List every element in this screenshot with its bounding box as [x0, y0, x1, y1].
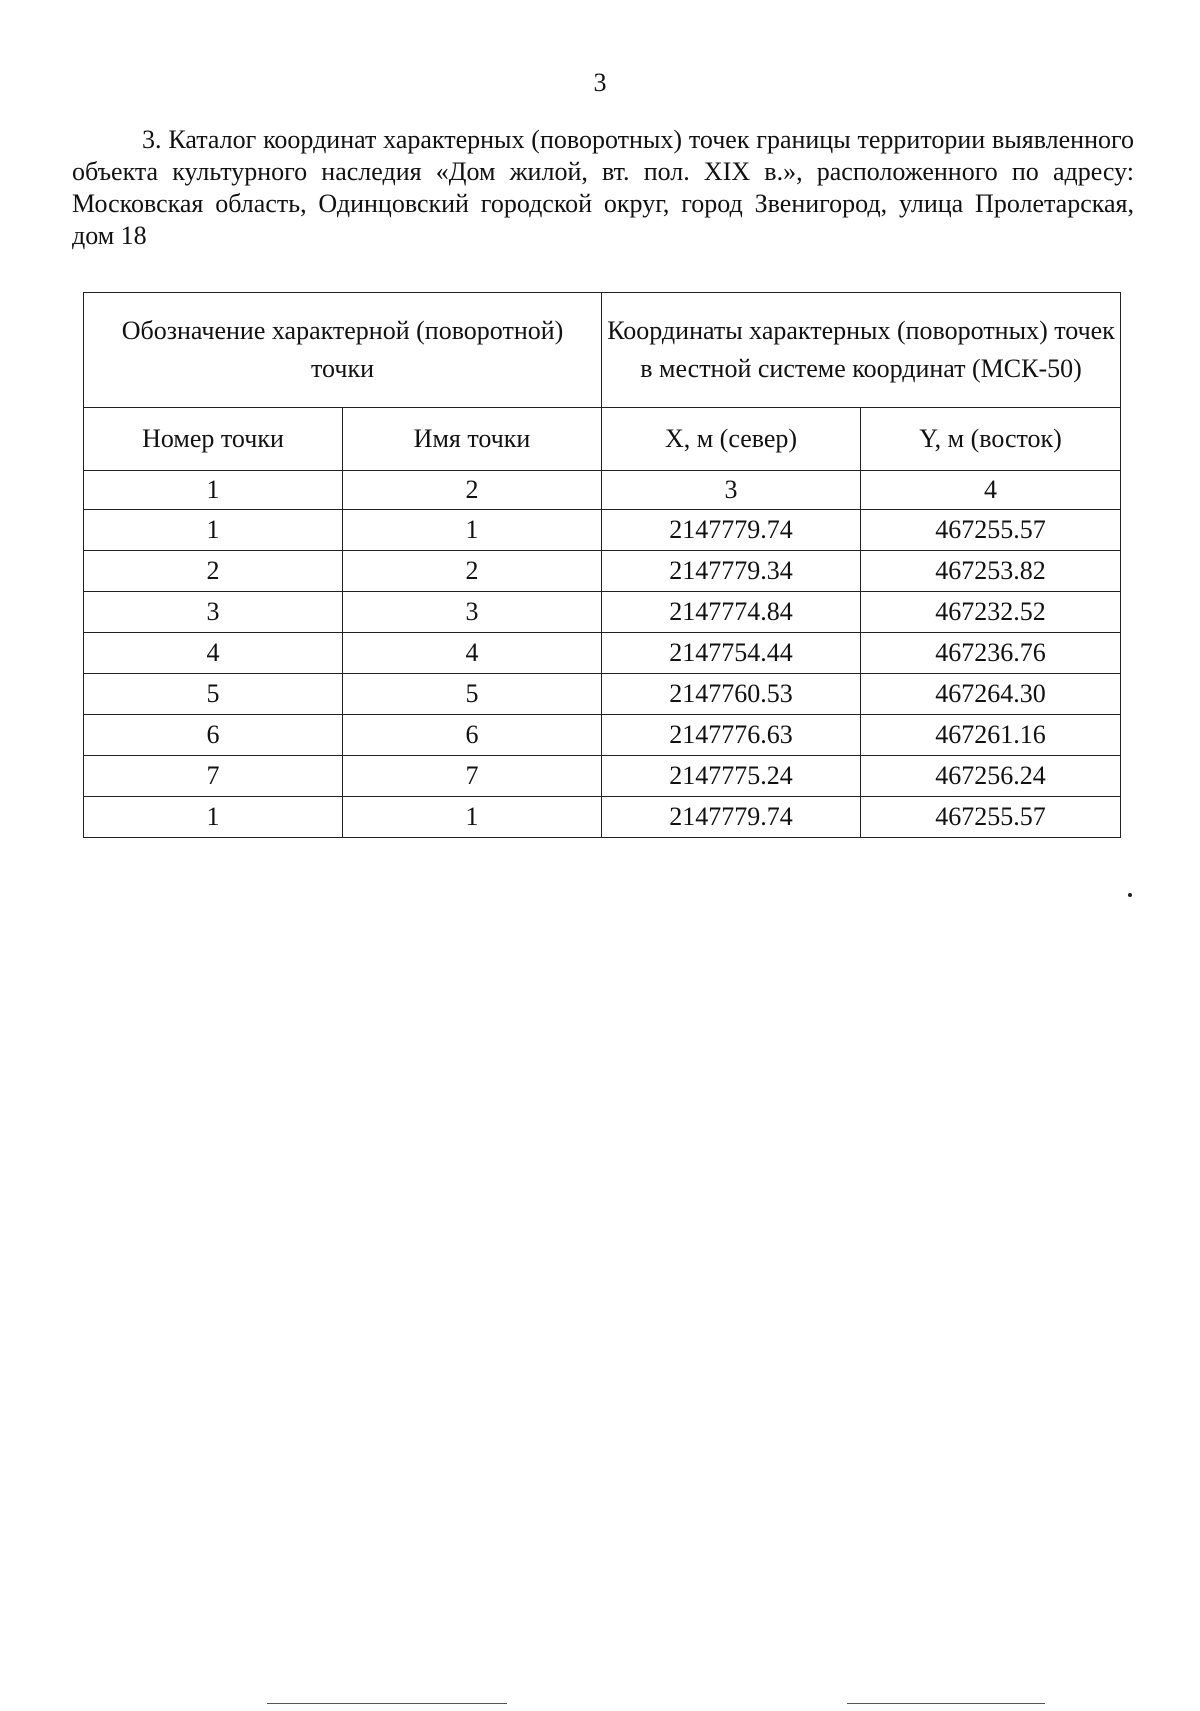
- page-number: 3: [593, 68, 607, 97]
- table-row: [84, 756, 1121, 797]
- point-number-cell: 6: [84, 715, 343, 756]
- y-coordinate-cell: 467236.76: [861, 633, 1121, 674]
- point-name-cell: 6: [343, 715, 602, 756]
- table-row: [84, 797, 1121, 838]
- table-sub-header-row: [84, 408, 1121, 471]
- stray-dot-mark: [1128, 893, 1132, 897]
- y-coordinate-cell: 467232.52: [861, 592, 1121, 633]
- point-name-cell: 2: [343, 551, 602, 592]
- y-coordinate-cell: 467264.30: [861, 674, 1121, 715]
- point-number-cell: 7: [84, 756, 343, 797]
- y-coordinate-cell: 467256.24: [861, 756, 1121, 797]
- point-number-cell: 1: [84, 510, 343, 551]
- coordinates-table: [83, 292, 1121, 838]
- y-coordinate-cell: 467255.57: [861, 797, 1121, 838]
- x-coordinate-cell: 2147754.44: [602, 633, 861, 674]
- designation-group-header: Обозначение характерной (поворотной) точки: [84, 293, 602, 408]
- table-row: [84, 592, 1121, 633]
- column-number-row: [84, 471, 1121, 510]
- column-number: 2: [343, 471, 602, 510]
- point-name-header: Имя точки: [343, 408, 602, 471]
- point-name-cell: 7: [343, 756, 602, 797]
- table-row: [84, 551, 1121, 592]
- table-group-header-row: [84, 293, 1121, 408]
- x-coordinate-cell: 2147779.74: [602, 797, 861, 838]
- point-name-cell: 5: [343, 674, 602, 715]
- catalog-intro-paragraph: 3. Каталог координат характерных (поворотных) точек границы территории выявленного объекта культурного наследия «Дом жилой, вт. пол. XIX в.», расположенного по адресу: Московская область, Одинцовский городской округ, город Звенигород, улица Пролетарская, дом 18: [72, 125, 1134, 250]
- point-number-cell: 2: [84, 551, 343, 592]
- signature-line-right: [847, 1703, 1045, 1704]
- column-number: 1: [84, 471, 343, 510]
- table-row: [84, 715, 1121, 756]
- point-number-header: Номер точки: [84, 408, 343, 471]
- x-coordinate-cell: 2147779.74: [602, 510, 861, 551]
- table-row: [84, 633, 1121, 674]
- point-number-cell: 4: [84, 633, 343, 674]
- table-row: [84, 674, 1121, 715]
- signature-line-left: [267, 1703, 507, 1704]
- x-coordinate-cell: 2147775.24: [602, 756, 861, 797]
- y-coordinate-cell: 467261.16: [861, 715, 1121, 756]
- x-coordinate-cell: 2147760.53: [602, 674, 861, 715]
- y-coordinate-cell: 467255.57: [861, 510, 1121, 551]
- column-number: 4: [861, 471, 1121, 510]
- y-coordinate-cell: 467253.82: [861, 551, 1121, 592]
- point-name-cell: 3: [343, 592, 602, 633]
- column-number: 3: [602, 471, 861, 510]
- point-number-cell: 5: [84, 674, 343, 715]
- point-number-cell: 3: [84, 592, 343, 633]
- coordinates-group-header: Координаты характерных (поворотных) точек в местной системе координат (МСК-50): [602, 293, 1121, 408]
- x-coordinate-header: X, м (север): [602, 408, 861, 471]
- x-coordinate-cell: 2147776.63: [602, 715, 861, 756]
- x-coordinate-cell: 2147774.84: [602, 592, 861, 633]
- y-coordinate-header: Y, м (восток): [861, 408, 1121, 471]
- point-name-cell: 1: [343, 797, 602, 838]
- point-name-cell: 4: [343, 633, 602, 674]
- point-name-cell: 1: [343, 510, 602, 551]
- x-coordinate-cell: 2147779.34: [602, 551, 861, 592]
- point-number-cell: 1: [84, 797, 343, 838]
- table-row: [84, 510, 1121, 551]
